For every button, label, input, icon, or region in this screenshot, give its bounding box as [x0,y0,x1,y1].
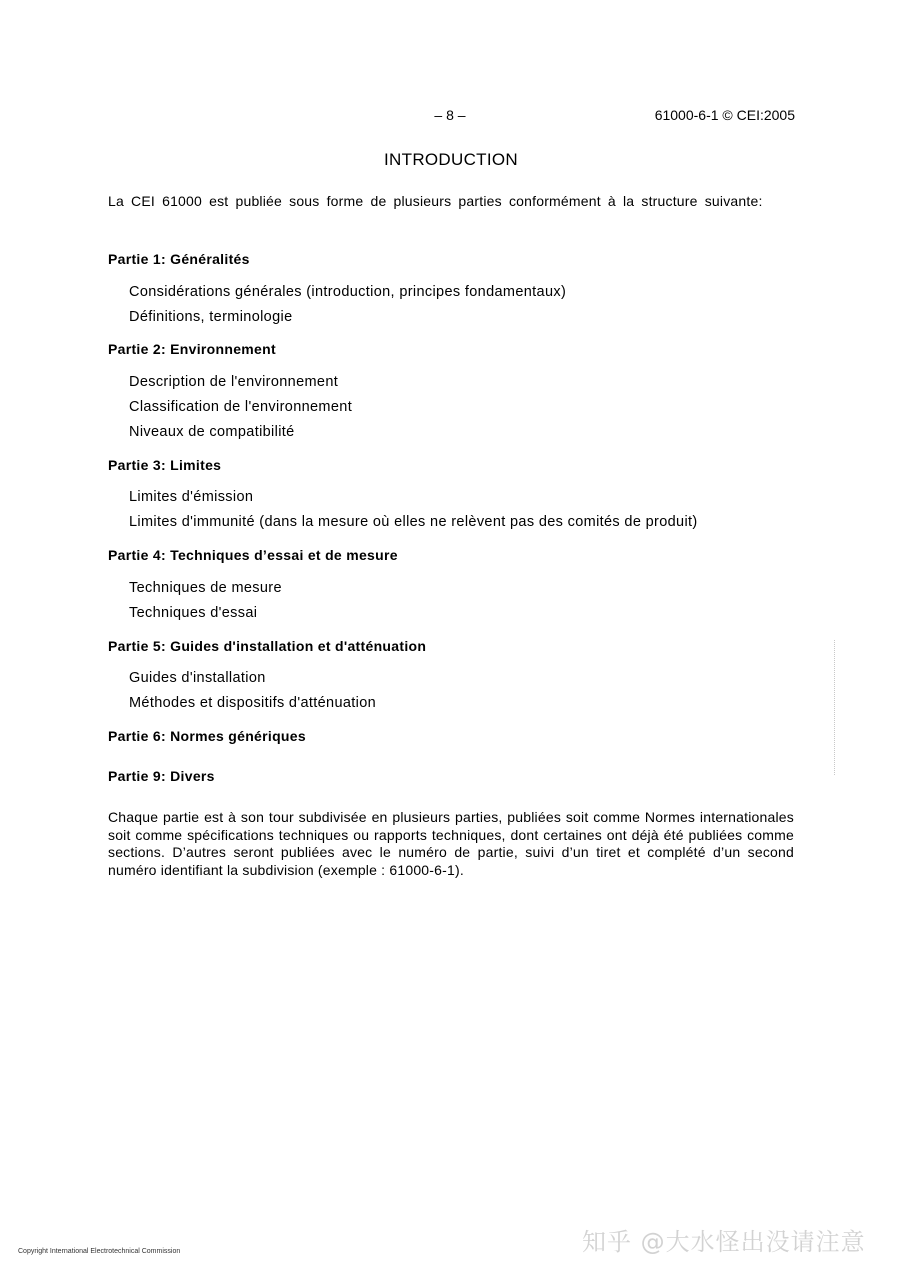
part-2-item: Description de l'environnement [129,374,339,390]
part-1-item: Considérations générales (introduction, principes fondamentaux) [129,284,567,300]
part-4-item: Techniques de mesure [129,580,282,596]
standard-reference: 61000-6-1 © CEI:2005 [654,107,795,123]
part-1-item: Définitions, terminologie [129,309,293,325]
part-2-item: Niveaux de compatibilité [129,424,295,440]
part-3-heading: Partie 3: Limites [108,457,222,473]
part-3-item: Limites d'immunité (dans la mesure où elles ne relèvent pas des comités de produit) [129,514,698,530]
part-9-heading: Partie 9: Divers [108,768,215,784]
margin-dotted-line [834,640,835,775]
part-5-heading: Partie 5: Guides d'installation et d'atténuation [108,638,427,654]
closing-paragraph: Chaque partie est à son tour subdivisée en plusieurs parties, publiées soit comme Normes internationales soit comme spécifications techniques ou rapports techniques, dont certaines ont déjà été publiées comme sections. D’autres seront publiées avec le numéro de partie, suivi d’un tiret et complété d’un second numéro identifiant la subdivision (exemple : 61000-6-1). [108,809,794,878]
part-4-heading: Partie 4: Techniques d’essai et de mesure [108,547,398,563]
part-4-item: Techniques d'essai [129,605,258,621]
intro-paragraph: La CEI 61000 est publiée sous forme de plusieurs parties conformément à la structure suivante: [108,193,763,209]
section-title: INTRODUCTION [384,150,518,169]
part-2-item: Classification de l'environnement [129,399,353,415]
part-5-item: Méthodes et dispositifs d'atténuation [129,695,377,711]
part-5-item: Guides d'installation [129,670,266,686]
watermark: 知乎 @大水怪出没请注意 [582,1228,866,1256]
part-1-heading: Partie 1: Généralités [108,251,250,267]
copyright-footer: Copyright International Electrotechnical Commission [18,1248,181,1255]
part-3-item: Limites d'émission [129,489,254,505]
part-6-heading: Partie 6: Normes génériques [108,728,306,744]
part-2-heading: Partie 2: Environnement [108,341,276,357]
page-number: – 8 – [434,107,466,123]
